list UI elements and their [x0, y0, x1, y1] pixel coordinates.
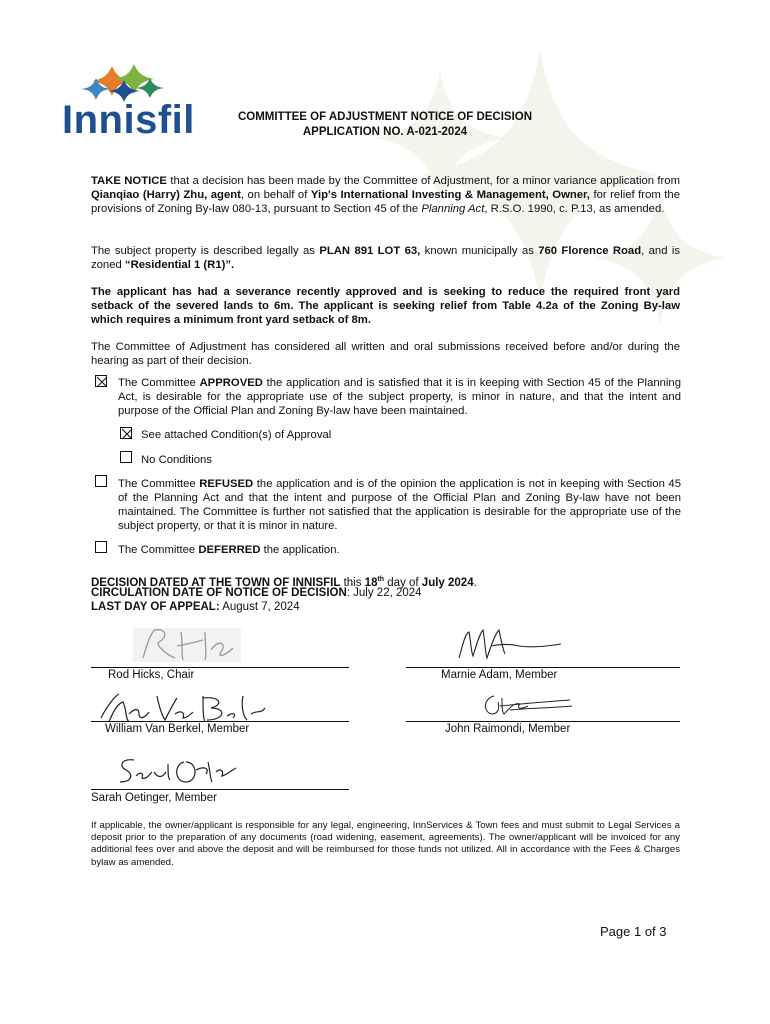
deferred-text-2: the application.	[260, 544, 340, 556]
considered-paragraph: The Committee of Adjustment has considered all written and oral submissions received before and/or during the hearing as part of their decision.	[91, 341, 680, 367]
planning-act: Planning Act	[421, 202, 485, 215]
applicant-name: Qianqiao (Harry) Zhu, agent	[91, 188, 241, 201]
signature-line-member4	[91, 789, 349, 790]
no-conditions-checkbox[interactable]	[120, 451, 132, 463]
notice-text-1: that a decision has been made by the Committee of Adjustment, for a minor variance application from	[166, 175, 680, 187]
rod-hicks-signature	[125, 622, 245, 666]
property-text-1: The subject property is described legally as	[91, 245, 320, 257]
william-van-berkel-signature	[95, 688, 275, 728]
no-conditions-label: No Conditions	[141, 454, 212, 466]
member-name-sarah: Sarah Oetinger, Member	[91, 792, 217, 804]
owner-name: Yip's International Investing & Management, Owner,	[310, 188, 590, 201]
deferred-keyword: DEFERRED	[198, 544, 261, 556]
page-number: Page 1 of 3	[600, 924, 667, 939]
decision-day: 18	[364, 576, 378, 589]
application-number: APPLICATION NO. A-021-2024	[302, 126, 468, 138]
deferred-text-1: The Committee	[118, 544, 199, 556]
signature-line-member1	[406, 667, 680, 668]
decision-dated-label: DECISION DATED AT THE TOWN OF INNISFIL	[91, 576, 341, 589]
refused-checkbox[interactable]	[95, 475, 107, 487]
john-raimondi-signature	[480, 690, 580, 720]
decision-month: July 2024	[421, 576, 474, 589]
municipal-address: 760 Florence Road	[538, 245, 642, 257]
appeal-date-line	[91, 601, 680, 615]
notice-text-4: , R.S.O. 1990, c. P.13, as amended.	[484, 202, 665, 215]
chair-name: Rod Hicks, Chair	[108, 669, 195, 681]
property-text-2: known municipally as	[420, 245, 539, 257]
take-notice-paragraph	[91, 175, 680, 216]
decision-text-3: .	[473, 576, 477, 589]
marnie-adam-signature	[455, 624, 565, 666]
conditions-label: See attached Condition(s) of Approval	[141, 429, 332, 441]
deferred-checkbox[interactable]	[95, 541, 107, 553]
notice-text-3: for relief from the provisions of Zoning By-law 080-13, pursuant to Section 45 of the	[91, 188, 680, 215]
take-notice-label: TAKE NOTICE	[91, 175, 167, 187]
innisfil-logo-text: Innisfil	[62, 98, 195, 142]
decision-day-suffix: th	[377, 576, 385, 583]
check-x-icon	[96, 376, 108, 388]
circulation-date-line	[91, 587, 680, 601]
member-name-marnie: Marnie Adam, Member	[441, 669, 558, 681]
member-name-john: John Raimondi, Member	[445, 723, 571, 735]
property-text-3: , and is zoned	[91, 245, 680, 271]
signature-line-member2	[91, 721, 349, 722]
purpose-paragraph: The applicant has had a severance recently approved and is seeking to reduce the required front yard setback of the severed lands to 6m. The applicant is seeking relief from Table 4.2a of the Zoning By-law which requires a minimum front yard setback of 8m.	[91, 286, 680, 326]
decision-text-2: day of	[384, 576, 422, 589]
circulation-label: CIRCULATION DATE OF NOTICE OF DECISION	[91, 587, 347, 599]
approved-text	[118, 376, 681, 418]
refused-text-2: the application and is of the opinion the application is not in keeping with Section 45 of the Planning Act and that the intent and purpose of the Official Plan and Zoning By-law have not been maintained. The Committee is further not satisfied that the application is desirable for the appropriate use of the subject property, or that it is minor in nature.	[118, 478, 681, 532]
fees-footnote: If applicable, the owner/applicant is responsible for any legal, engineering, InnServices & Town fees and must submit to Legal Services a deposit prior to the preparation of any documents (road widening, easement, agreements). The owner/applicant will be invoiced for any additional fees over and above the deposit and will be reimbursed for those funds not utilized. All in accordance with the Fees & Charges bylaw as amended.	[91, 820, 680, 868]
conditions-checkbox[interactable]	[120, 427, 132, 439]
appeal-value: August 7, 2024	[219, 601, 300, 613]
zoning: “Residential 1 (R1)”.	[124, 258, 235, 271]
check-x-icon	[121, 428, 133, 440]
property-paragraph	[91, 245, 680, 273]
signature-line-chair	[91, 667, 349, 668]
signature-line-member3	[406, 721, 680, 722]
notice-text-2: , on behalf of	[240, 188, 311, 201]
sarah-oetinger-signature	[112, 754, 242, 790]
refused-text-1: The Committee	[118, 478, 200, 490]
notice-title: COMMITTEE OF ADJUSTMENT NOTICE OF DECISION	[237, 111, 533, 123]
approved-text-2: the application and is satisfied that it is in keeping with Section 45 of the Planning Act, is desirable for the appropriate use of the subject property, is minor in nature, and that the intent and purpose of the Official Plan and Zoning By-law have been maintained.	[118, 377, 681, 417]
circulation-value: : July 22, 2024	[346, 587, 422, 599]
refused-text	[118, 477, 681, 533]
appeal-label: LAST DAY OF APPEAL:	[91, 601, 220, 613]
approved-checkbox[interactable]	[95, 375, 107, 387]
legal-description: PLAN 891 LOT 63,	[319, 245, 421, 257]
approved-keyword: APPROVED	[199, 377, 263, 389]
approved-text-1: The Committee	[118, 377, 200, 389]
member-name-william: William Van Berkel, Member	[105, 723, 250, 735]
refused-keyword: REFUSED	[199, 478, 254, 490]
decision-text-1: this	[340, 576, 365, 589]
deferred-text	[118, 543, 340, 557]
